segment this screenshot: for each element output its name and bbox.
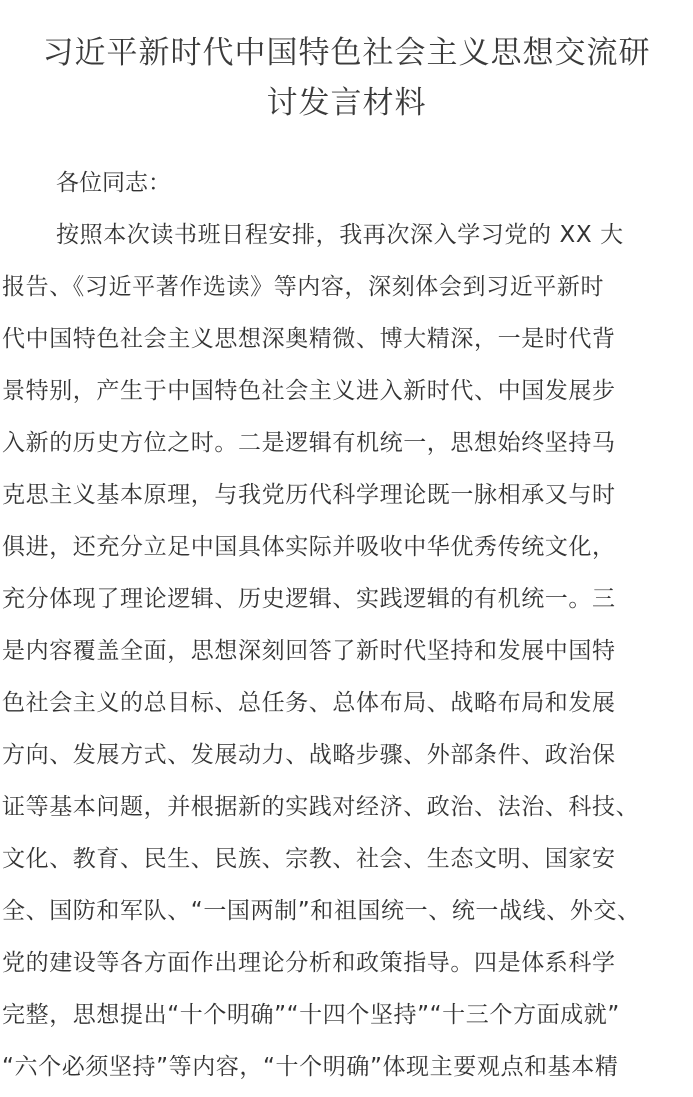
body-line: 俱进，还充分立足中国具体实际并吸收中华优秀传统文化， [2, 534, 616, 560]
title-line-2: 讨发言材料 [266, 85, 427, 121]
body-line: 报告、《习近平著作选读》等内容，深刻体会到习近平新时 [2, 274, 605, 300]
body-line: 充分体现了理论逻辑、历史逻辑、实践逻辑的有机统一。三 [2, 586, 616, 612]
body-line: 完整，思想提出“十个明确”“十四个坚持”“十三个方面成就” [2, 1002, 620, 1028]
body-line: 色社会主义的总目标、总任务、总体布局、战略布局和发展 [2, 690, 616, 716]
body-line: 党的建设等各方面作出理论分析和政策指导。四是体系科学 [2, 950, 616, 976]
body-line: “六个必须坚持”等内容，“十个明确”体现主要观点和基本精 [2, 1054, 619, 1080]
body-line: 代中国特色社会主义思想深奥精微、博大精深，一是时代背 [2, 326, 616, 352]
body-line: 克思主义基本原理，与我党历代科学理论既一脉相承又与时 [2, 482, 616, 508]
document-title [0, 28, 693, 128]
body-line: 方向、发展方式、发展动力、战略步骤、外部条件、政治保 [2, 742, 616, 768]
body-line: 是内容覆盖全面，思想深刻回答了新时代坚持和发展中国特 [2, 638, 616, 664]
body-line: 按照本次读书班日程安排，我再次深入学习党的 XX 大 [56, 222, 624, 248]
body-line: 证等基本问题，并根据新的实践对经济、政治、法治、科技、 [2, 794, 640, 820]
body-line: 景特别，产生于中国特色社会主义进入新时代、中国发展步 [2, 378, 616, 404]
body-line: 文化、教育、民生、民族、宗教、社会、生态文明、国家安 [2, 846, 616, 872]
salutation: 各位同志： [56, 170, 171, 196]
body-line: 全、国防和军队、“一国两制”和祖国统一、统一战线、外交、 [2, 898, 641, 924]
body-paragraph [2, 220, 692, 1097]
title-line-1: 习近平新时代中国特色社会主义思想交流研 [42, 35, 651, 71]
body-line: 入新的历史方位之时。二是逻辑有机统一，思想始终坚持马 [2, 430, 616, 456]
